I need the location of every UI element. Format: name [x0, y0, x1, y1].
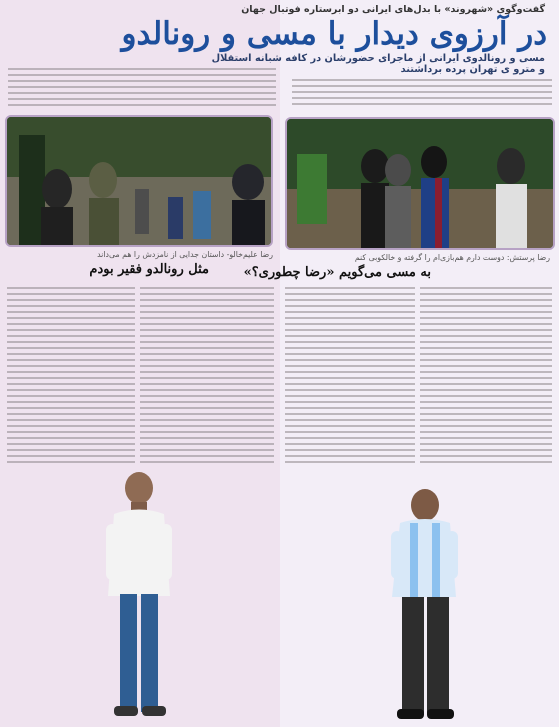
- intro-text-left: [8, 64, 276, 111]
- caption-left: رضا علیم‌خالو- داستان جدایی از نامزدش را هم می‌داند: [97, 250, 273, 259]
- subhead-line-1: مسی و رونالدوی ایرانی از ماجرای حضورشان در کافه شبانه استقلال: [211, 53, 545, 64]
- ronaldo-lookalike-figure: [96, 470, 182, 722]
- photo-right: [285, 117, 555, 250]
- photo-left: [5, 115, 273, 247]
- caption-right: رضا پرستش: دوست دارم هم‌بازی‌ام را گرفته و خالکوبی کنم: [354, 253, 550, 262]
- subhead-line-2: و مترو ی تهران پرده برداشتند: [400, 64, 545, 75]
- section-heading-left: مثل رونالدو فقیر بودم: [89, 262, 209, 277]
- headline: در آرزوی دیدار با مسی و رونالدو: [121, 16, 547, 52]
- intro-text-right: [292, 75, 552, 110]
- kicker: گفت‌وگوی «شهروند» با بدل‌های ایرانی دو ابرستاره فوتبال جهان: [241, 4, 545, 15]
- section-heading-right: به مسی می‌گویم «رضا چطوری؟»: [243, 265, 431, 280]
- messi-lookalike-figure: [382, 485, 467, 723]
